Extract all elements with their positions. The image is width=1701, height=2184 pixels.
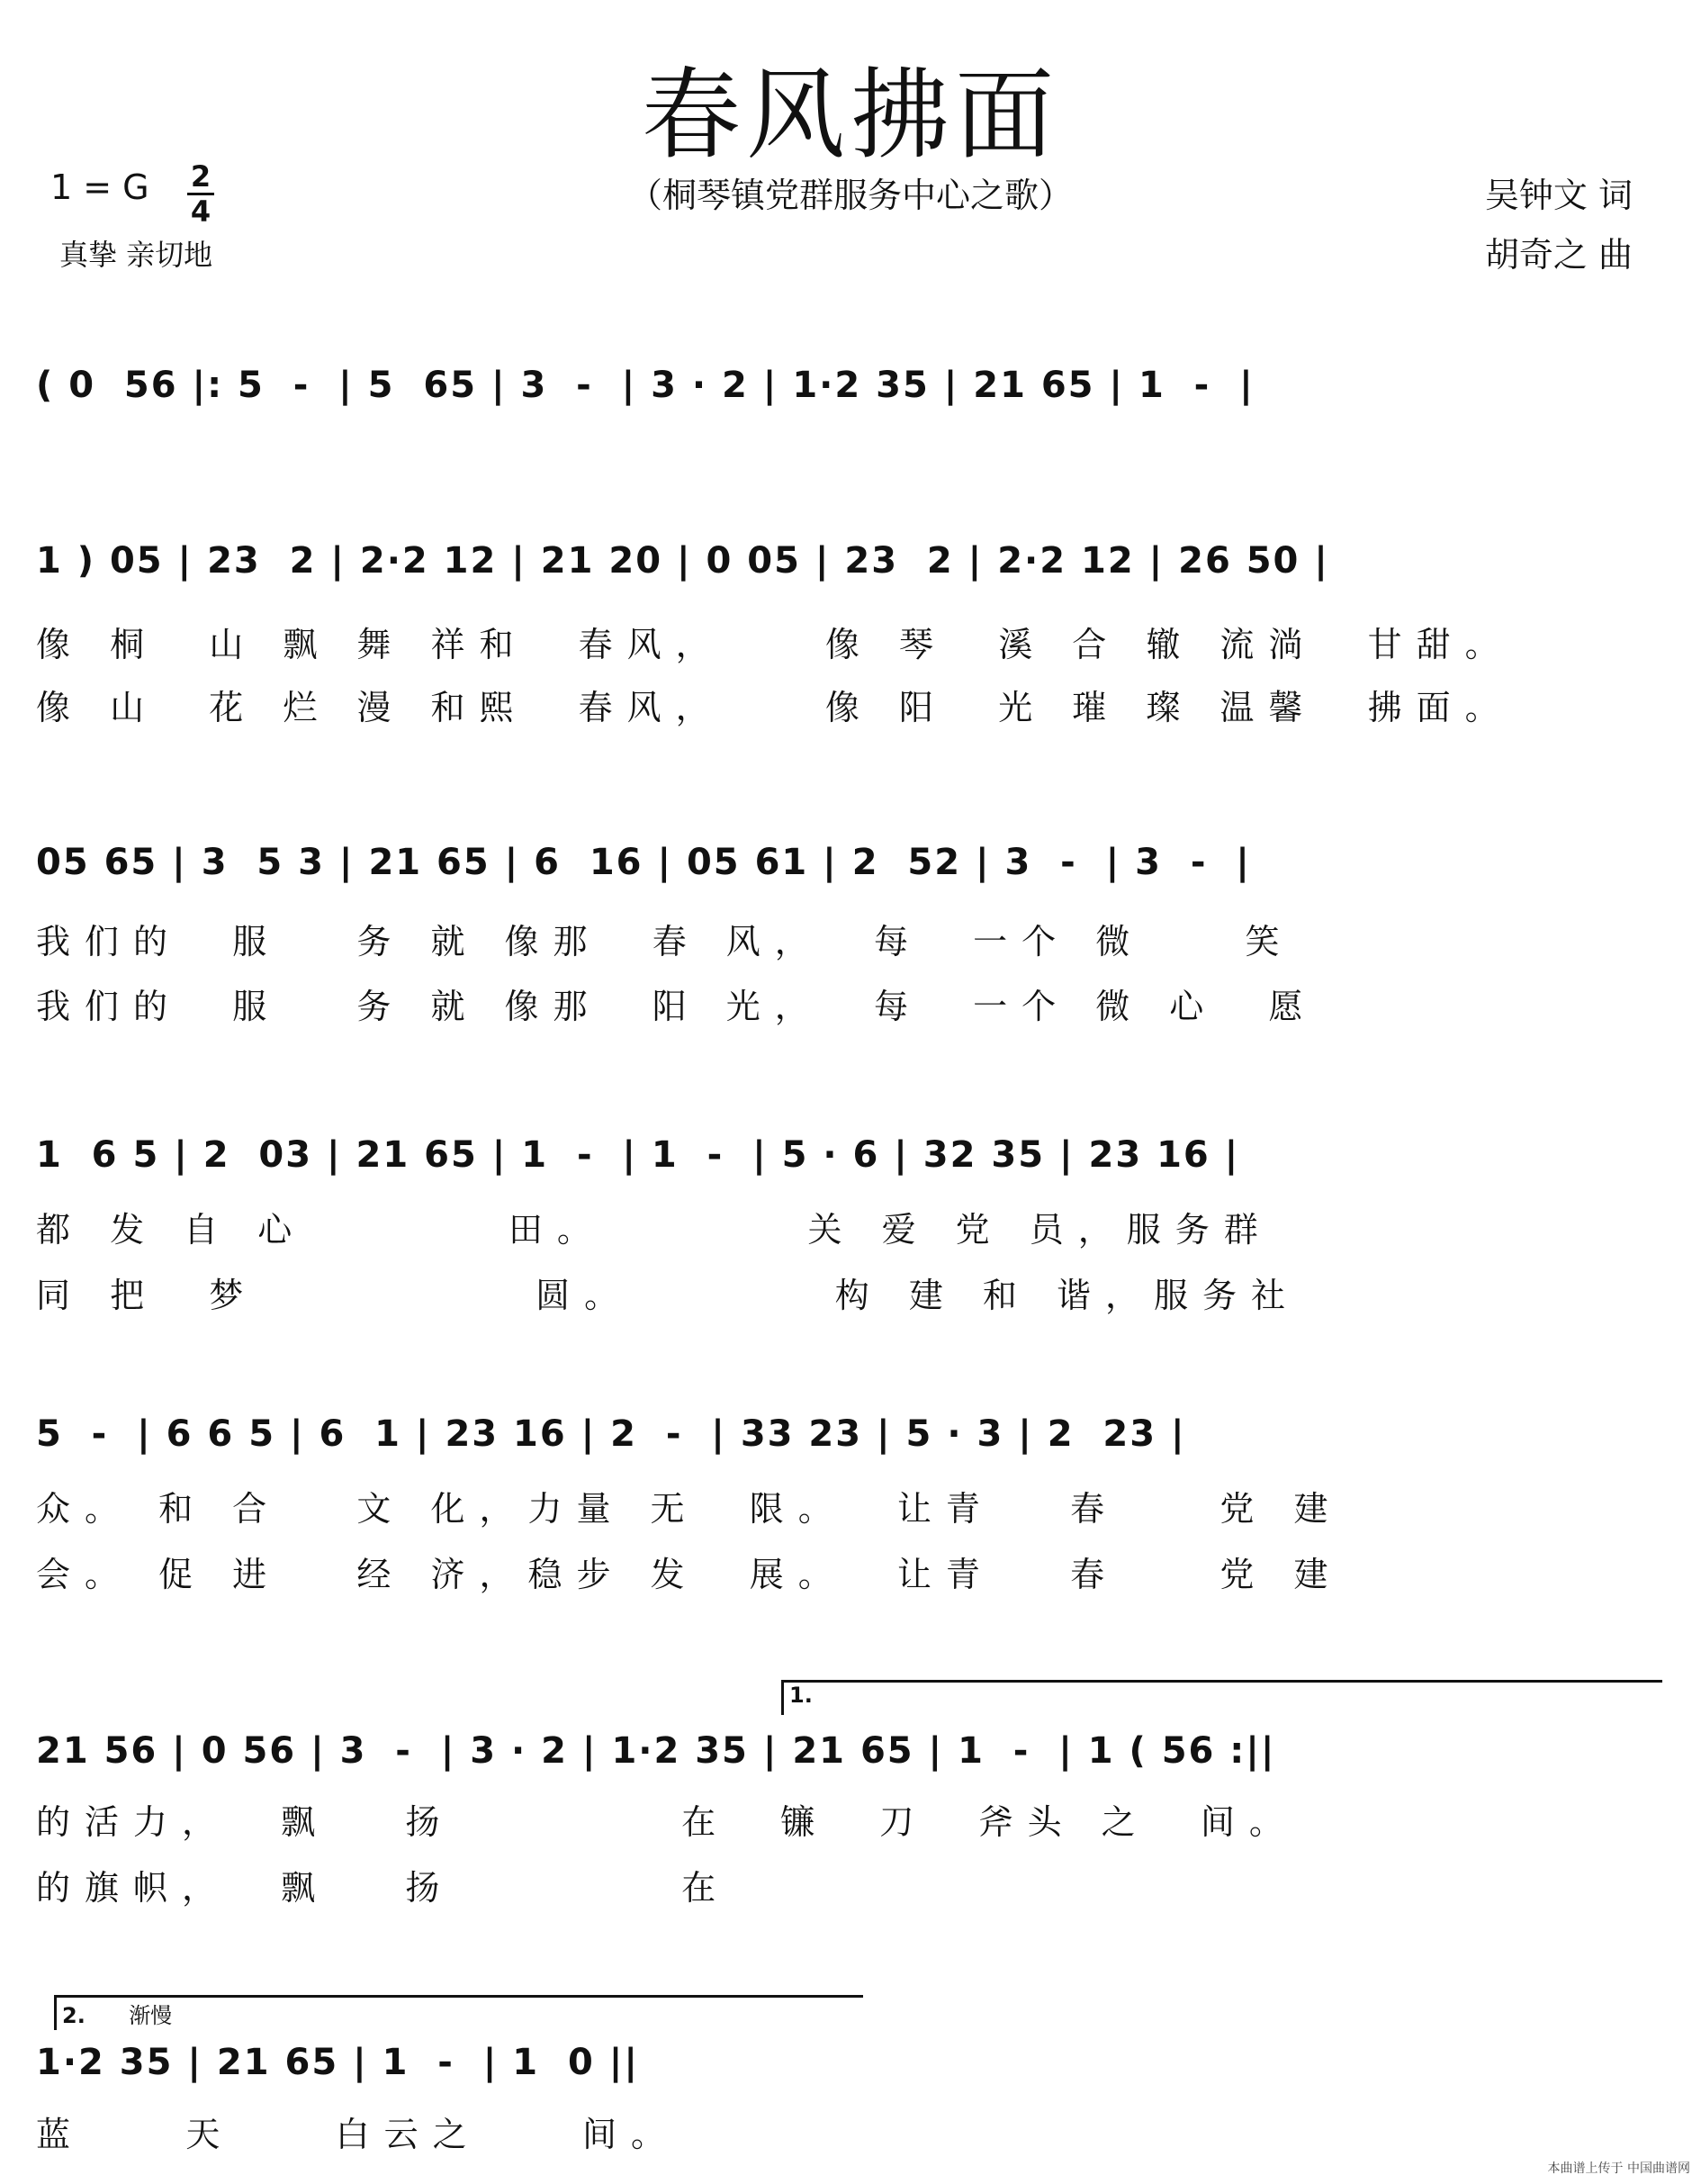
lyric-verse-1: 的活力， 飘 扬 在 镰 刀 斧头 之 间。 <box>36 1802 1298 1842</box>
first-ending-bracket <box>781 1680 1662 1715</box>
lyric-verse-2: 的旗帜， 飘 扬 在 <box>36 1868 731 1908</box>
song-subtitle: （桐琴镇党群服务中心之歌） <box>627 176 1073 215</box>
second-ending-bracket <box>54 1995 863 2030</box>
lyric-verse-1: 蓝 天 白云之 间。 <box>36 2115 680 2154</box>
lyric-verse-1: 我们的 服 务 就 像那 春 风， 每 一个 微 笑 <box>36 922 1294 961</box>
notation-line: 21 56 | 0 56 | 3 - | 3 · 2 | 1·2 35 | 21 65 | 1 - | 1 ( 56 :|| <box>36 1730 1276 1772</box>
notation-line: 1 6 5 | 2 03 | 21 65 | 1 - | 1 - | 5 · 6 | 32 35 | 23 16 | <box>36 1134 1240 1176</box>
notation-line: 05 65 | 3 5 3 | 21 65 | 6 16 | 05 61 | 2 52 | 3 - | 3 - | <box>36 842 1251 883</box>
lyricist-credit: 吴钟文 词 <box>1484 176 1633 215</box>
lyric-verse-2: 我们的 服 务 就 像那 阳 光， 每 一个 微 心 愿 <box>36 987 1318 1026</box>
watermark-footer: 本曲谱上传于 中国曲谱网 <box>1547 2161 1690 2176</box>
time-signature-bottom: 4 <box>190 194 212 229</box>
composer-credit: 胡奇之 曲 <box>1484 235 1633 275</box>
lyric-verse-2: 同 把 梦 圆。 构 建 和 谐，服务社 <box>36 1276 1300 1315</box>
second-ending-label: 2. <box>62 2003 86 2028</box>
first-ending-label: 1. <box>789 1683 813 1708</box>
notation-line: 1·2 35 | 21 65 | 1 - | 1 0 || <box>36 2042 639 2083</box>
time-signature-top: 2 <box>190 159 212 194</box>
lyric-verse-1: 都 发 自 心 田。 关 爱 党 员，服务群 <box>36 1210 1273 1250</box>
notation-line: ( 0 56 |: 5 - | 5 65 | 3 - | 3 · 2 | 1·2 35 | 21 65 | 1 - | <box>36 365 1255 406</box>
tempo-change-marking: 渐慢 <box>129 2003 173 2028</box>
tempo-marking: 真挚 亲切地 <box>59 238 213 272</box>
song-title: 春风拂面 <box>642 58 1059 173</box>
key-signature: 1 = G <box>50 167 149 207</box>
notation-line: 5 - | 6 6 5 | 6 1 | 23 16 | 2 - | 33 23 | 5 · 3 | 2 23 | <box>36 1413 1186 1455</box>
lyric-verse-2: 像 山 花 烂 漫 和熙 春风， 像 阳 光 璀 璨 温馨 拂面。 <box>36 688 1514 727</box>
lyric-verse-2: 会。 促 进 经 济，稳步 发 展。 让青 春 党 建 <box>36 1555 1343 1594</box>
notation-line: 1 ) 05 | 23 2 | 2·2 12 | 21 20 | 0 05 | 23 2 | 2·2 12 | 26 50 | <box>36 540 1329 582</box>
lyric-verse-1: 像 桐 山 飘 舞 祥和 春风， 像 琴 溪 合 辙 流淌 甘甜。 <box>36 625 1514 664</box>
lyric-verse-1: 众。 和 合 文 化，力量 无 限。 让青 春 党 建 <box>36 1489 1343 1529</box>
